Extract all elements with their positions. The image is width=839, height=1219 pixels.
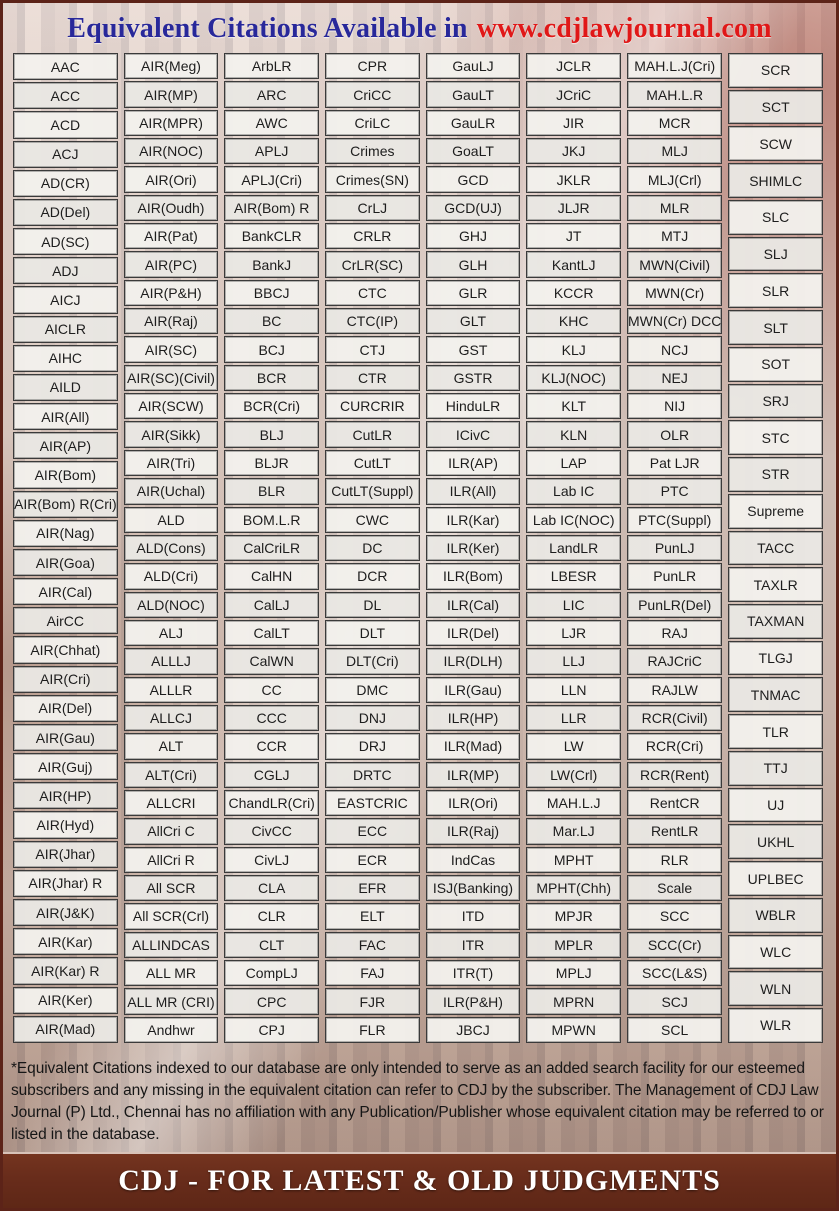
citation-cell: ADJ <box>13 257 118 284</box>
citation-cell: ILR(MP) <box>426 762 521 788</box>
citation-cell: TNMAC <box>728 677 823 712</box>
citation-cell: CrLR(SC) <box>325 251 420 277</box>
citation-cell: DL <box>325 592 420 618</box>
citation-cell: DRJ <box>325 733 420 759</box>
citation-cell: ACD <box>13 111 118 138</box>
citation-cell: NIJ <box>627 393 722 419</box>
citation-cell: ALD(Cons) <box>124 535 219 561</box>
citation-cell: AIR(Nag) <box>13 520 118 547</box>
citation-cell: BCJ <box>224 336 319 362</box>
citation-cell: LW(Crl) <box>526 762 621 788</box>
citation-cell: SOT <box>728 347 823 382</box>
citation-cell: ILR(Ker) <box>426 535 521 561</box>
citation-cell: MAH.L.J(Cri) <box>627 53 722 79</box>
citation-cell: ALLINDCAS <box>124 932 219 958</box>
citation-cell: CTJ <box>325 336 420 362</box>
citation-cell: GLT <box>426 308 521 334</box>
citation-cell: LW <box>526 733 621 759</box>
citation-cell: KLT <box>526 393 621 419</box>
citation-cell: BLJ <box>224 421 319 447</box>
citation-cell: ILR(HP) <box>426 705 521 731</box>
citation-cell: CalCriLR <box>224 535 319 561</box>
citation-cell: AIR(Jhar) <box>13 841 118 868</box>
citation-cell: AIR(Hyd) <box>13 811 118 838</box>
citation-column-1 <box>13 53 118 1043</box>
citation-cell: ALJ <box>124 620 219 646</box>
citation-cell: LAP <box>526 450 621 476</box>
citation-cell: MLR <box>627 195 722 221</box>
citation-cell: GLH <box>426 251 521 277</box>
citation-cell: MTJ <box>627 223 722 249</box>
citation-cell: JKJ <box>526 138 621 164</box>
citation-cell: BLJR <box>224 450 319 476</box>
citation-cell: AIR(Uchal) <box>124 478 219 504</box>
citation-cell: FJR <box>325 988 420 1014</box>
citation-cell: LLN <box>526 677 621 703</box>
citation-cell: SRJ <box>728 384 823 419</box>
citation-cell: CPR <box>325 53 420 79</box>
citation-cell: JT <box>526 223 621 249</box>
citation-cell: WLN <box>728 971 823 1006</box>
citation-cell: FAC <box>325 932 420 958</box>
citation-cell: CCC <box>224 705 319 731</box>
citation-cell: SCW <box>728 126 823 161</box>
citation-cell: AIR(HP) <box>13 782 118 809</box>
citation-cell: SCC(L&S) <box>627 960 722 986</box>
citation-cell: TACC <box>728 531 823 566</box>
citation-cell: AIR(Bom) R <box>224 195 319 221</box>
citation-cell: RentCR <box>627 790 722 816</box>
citation-column-3 <box>224 53 319 1043</box>
citation-cell: AllCri C <box>124 818 219 844</box>
citation-cell: STC <box>728 420 823 455</box>
citation-cell: MAH.L.J <box>526 790 621 816</box>
citation-cell: NCJ <box>627 336 722 362</box>
citation-cell: NEJ <box>627 365 722 391</box>
bottom-margin <box>0 1211 839 1219</box>
citation-cell: ACC <box>13 82 118 109</box>
title-text: Equivalent Citations Available in <box>67 12 468 44</box>
citation-cell: AIR(Ker) <box>13 987 118 1014</box>
citation-cell: ILR(Raj) <box>426 818 521 844</box>
citation-column-8 <box>728 53 823 1043</box>
citation-cell: SLT <box>728 310 823 345</box>
citation-cell: AIR(Cri) <box>13 666 118 693</box>
citation-cell: Pat LJR <box>627 450 722 476</box>
citation-cell: MLJ(Crl) <box>627 166 722 192</box>
page-title <box>3 3 836 50</box>
citation-cell: AllCri R <box>124 847 219 873</box>
citation-cell: ARC <box>224 81 319 107</box>
citation-cell: AIR(Pat) <box>124 223 219 249</box>
citation-cell: MPHT(Chh) <box>526 875 621 901</box>
citation-cell: CutLT <box>325 450 420 476</box>
citation-cell: CalLT <box>224 620 319 646</box>
citation-cell: CriLC <box>325 110 420 136</box>
citation-cell: CPJ <box>224 1017 319 1043</box>
citation-cell: Crimes(SN) <box>325 166 420 192</box>
citation-cell: ALD(Cri) <box>124 563 219 589</box>
citation-cell: AD(SC) <box>13 228 118 255</box>
citation-cell: BCR(Cri) <box>224 393 319 419</box>
citation-cell: CURCRIR <box>325 393 420 419</box>
citation-cell: ILR(Gau) <box>426 677 521 703</box>
citation-cell: CLA <box>224 875 319 901</box>
citation-cell: GCD(UJ) <box>426 195 521 221</box>
citation-cell: ITR(T) <box>426 960 521 986</box>
citation-cell: AIR(PC) <box>124 251 219 277</box>
citation-cell: CalLJ <box>224 592 319 618</box>
citation-cell: MPWN <box>526 1017 621 1043</box>
citation-cell: CGLJ <box>224 762 319 788</box>
citation-cell: CutLT(Suppl) <box>325 478 420 504</box>
citation-cell: AIR(Gau) <box>13 724 118 751</box>
citation-cell: ALLCRI <box>124 790 219 816</box>
citation-cell: SCL <box>627 1017 722 1043</box>
citation-cell: CRLR <box>325 223 420 249</box>
citation-cell: MPHT <box>526 847 621 873</box>
citation-cell: IndCas <box>426 847 521 873</box>
citation-cell: SCC(Cr) <box>627 932 722 958</box>
citation-cell: TAXLR <box>728 567 823 602</box>
citation-cell: SLJ <box>728 237 823 272</box>
citation-cell: TTJ <box>728 751 823 786</box>
citation-cell: CPC <box>224 988 319 1014</box>
citation-cell: UJ <box>728 788 823 823</box>
citation-column-7 <box>627 53 722 1043</box>
citation-cell: AIR(SCW) <box>124 393 219 419</box>
citation-cell: SCT <box>728 90 823 125</box>
citation-cell: AILD <box>13 374 118 401</box>
citation-cell: GauLT <box>426 81 521 107</box>
citation-cell: Lab IC <box>526 478 621 504</box>
citation-cell: AIR(Tri) <box>124 450 219 476</box>
citation-cell: ALD <box>124 507 219 533</box>
citation-cell: GCD <box>426 166 521 192</box>
citations-grid <box>3 50 836 1050</box>
citation-cell: AIR(Meg) <box>124 53 219 79</box>
citation-cell: MCR <box>627 110 722 136</box>
citation-cell: MPLJ <box>526 960 621 986</box>
citation-cell: RentLR <box>627 818 722 844</box>
citation-cell: KCCR <box>526 280 621 306</box>
citation-column-2 <box>124 53 219 1043</box>
citation-cell: EFR <box>325 875 420 901</box>
citation-cell: ArbLR <box>224 53 319 79</box>
citation-cell: FAJ <box>325 960 420 986</box>
citation-cell: AAC <box>13 53 118 80</box>
citation-cell: CompLJ <box>224 960 319 986</box>
citation-cell: GSTR <box>426 365 521 391</box>
citation-cell: WLC <box>728 935 823 970</box>
citation-cell: RLR <box>627 847 722 873</box>
citation-cell: ALD(NOC) <box>124 592 219 618</box>
citation-cell: CC <box>224 677 319 703</box>
citation-cell: MLJ <box>627 138 722 164</box>
citation-cell: LIC <box>526 592 621 618</box>
citation-cell: MPLR <box>526 932 621 958</box>
citation-cell: AIR(Jhar) R <box>13 870 118 897</box>
citation-cell: WBLR <box>728 898 823 933</box>
citation-cell: KHC <box>526 308 621 334</box>
citation-cell: FLR <box>325 1017 420 1043</box>
citation-cell: PTC <box>627 478 722 504</box>
citation-cell: SLR <box>728 273 823 308</box>
disclaimer-text: *Equivalent Citations indexed to our database are only intended to serve as an added search facility for our esteemed subscribers and any missing in the equivalent citation can refer to CDJ by the subscriber. The Management of CDJ Law Journal (P) Ltd., Chennai has no affiliation with any Publication/Publisher whose equivalent citation may be referred to or listed in the database. <box>11 1060 824 1143</box>
citation-cell: PunLJ <box>627 535 722 561</box>
citation-cell: ILR(DLH) <box>426 648 521 674</box>
citation-cell: Andhwr <box>124 1017 219 1043</box>
citation-cell: DLT <box>325 620 420 646</box>
citation-cell: AIR(SC) <box>124 336 219 362</box>
citation-cell: TLR <box>728 714 823 749</box>
citation-cell: ILR(Bom) <box>426 563 521 589</box>
citation-cell: DC <box>325 535 420 561</box>
citation-cell: AIR(Cal) <box>13 578 118 605</box>
citation-cell: GST <box>426 336 521 362</box>
citation-cell: ALLCJ <box>124 705 219 731</box>
citation-cell: AIR(J&K) <box>13 899 118 926</box>
citation-cell: SCR <box>728 53 823 88</box>
citation-cell: Scale <box>627 875 722 901</box>
citation-cell: LBESR <box>526 563 621 589</box>
citation-cell: ISJ(Banking) <box>426 875 521 901</box>
citation-cell: CTR <box>325 365 420 391</box>
citation-cell: AIR(Kar) R <box>13 957 118 984</box>
citation-cell: LLJ <box>526 648 621 674</box>
citation-cell: All SCR(Crl) <box>124 903 219 929</box>
site-url-link[interactable]: www.cdjlawjournal.com <box>476 12 772 44</box>
citation-cell: CalHN <box>224 563 319 589</box>
citation-cell: Mar.LJ <box>526 818 621 844</box>
citation-cell: AIR(Chhat) <box>13 636 118 663</box>
citation-cell: CLR <box>224 903 319 929</box>
citation-cell: RAJ <box>627 620 722 646</box>
citation-cell: AIR(Sikk) <box>124 421 219 447</box>
citation-cell: MWN(Civil) <box>627 251 722 277</box>
citation-cell: ILR(Kar) <box>426 507 521 533</box>
citation-cell: APLJ <box>224 138 319 164</box>
citation-cell: AICLR <box>13 316 118 343</box>
citation-cell: CivLJ <box>224 847 319 873</box>
cdj-banner <box>3 1152 836 1208</box>
citation-cell: AIR(NOC) <box>124 138 219 164</box>
citation-cell: ALL MR <box>124 960 219 986</box>
citation-cell: DMC <box>325 677 420 703</box>
citation-cell: Lab IC(NOC) <box>526 507 621 533</box>
citation-cell: CTC <box>325 280 420 306</box>
citation-cell: DCR <box>325 563 420 589</box>
citation-cell: MPJR <box>526 903 621 929</box>
citation-cell: GLR <box>426 280 521 306</box>
citation-cell: AIHC <box>13 345 118 372</box>
citation-cell: AIR(P&H) <box>124 280 219 306</box>
citation-cell: BOM.L.R <box>224 507 319 533</box>
citation-cell: MPRN <box>526 988 621 1014</box>
citation-cell: CTC(IP) <box>325 308 420 334</box>
citation-cell: SHIMLC <box>728 163 823 198</box>
citation-cell: ILR(Cal) <box>426 592 521 618</box>
citation-cell: RCR(Cri) <box>627 733 722 759</box>
citation-cell: PTC(Suppl) <box>627 507 722 533</box>
citation-cell: SCJ <box>627 988 722 1014</box>
citation-cell: ChandLR(Cri) <box>224 790 319 816</box>
citation-cell: ITD <box>426 903 521 929</box>
citation-cell: Supreme <box>728 494 823 529</box>
citation-cell: EASTCRIC <box>325 790 420 816</box>
citation-cell: CutLR <box>325 421 420 447</box>
citation-column-5 <box>426 53 521 1043</box>
citation-cell: MAH.L.R <box>627 81 722 107</box>
citation-cell: GoaLT <box>426 138 521 164</box>
citation-cell: GHJ <box>426 223 521 249</box>
citation-cell: ILR(P&H) <box>426 988 521 1014</box>
citation-cell: AIR(MP) <box>124 81 219 107</box>
citation-column-6 <box>526 53 621 1043</box>
citation-cell: CriCC <box>325 81 420 107</box>
citation-cell: DLT(Cri) <box>325 648 420 674</box>
citation-cell: ILR(Del) <box>426 620 521 646</box>
citation-cell: AIR(All) <box>13 403 118 430</box>
citation-cell: PunLR(Del) <box>627 592 722 618</box>
citation-cell: KantLJ <box>526 251 621 277</box>
citation-cell: CrLJ <box>325 195 420 221</box>
citation-cell: LandLR <box>526 535 621 561</box>
banner-text: CDJ - FOR LATEST & OLD JUDGMENTS <box>118 1164 721 1197</box>
citation-cell: AWC <box>224 110 319 136</box>
citation-cell: CCR <box>224 733 319 759</box>
citation-cell: CLT <box>224 932 319 958</box>
citation-cell: ILR(Mad) <box>426 733 521 759</box>
citation-cell: JLJR <box>526 195 621 221</box>
citation-cell: JBCJ <box>426 1017 521 1043</box>
citation-cell: JCriC <box>526 81 621 107</box>
citation-cell: TLGJ <box>728 641 823 676</box>
citation-cell: UPLBEC <box>728 861 823 896</box>
citation-cell: PunLR <box>627 563 722 589</box>
citation-cell: UKHL <box>728 824 823 859</box>
citation-cell: DRTC <box>325 762 420 788</box>
citation-cell: BLR <box>224 478 319 504</box>
citation-cell: ECR <box>325 847 420 873</box>
citation-cell: ECC <box>325 818 420 844</box>
citation-cell: ILR(All) <box>426 478 521 504</box>
citation-cell: RCR(Rent) <box>627 762 722 788</box>
citation-cell: BC <box>224 308 319 334</box>
citation-cell: ALT(Cri) <box>124 762 219 788</box>
citation-cell: AIR(Mad) <box>13 1016 118 1043</box>
citation-cell: AD(Del) <box>13 199 118 226</box>
citation-cell: ALL MR (CRI) <box>124 988 219 1014</box>
citation-cell: AirCC <box>13 607 118 634</box>
citation-cell: ICivC <box>426 421 521 447</box>
citation-cell: AIR(Kar) <box>13 928 118 955</box>
citation-cell: AIR(Goa) <box>13 549 118 576</box>
citation-cell: AD(CR) <box>13 170 118 197</box>
citation-cell: MWN(Cr) <box>627 280 722 306</box>
citation-cell: KLN <box>526 421 621 447</box>
citation-cell: BankJ <box>224 251 319 277</box>
citation-cell: JCLR <box>526 53 621 79</box>
citation-cell: GauLJ <box>426 53 521 79</box>
citation-cell: RAJLW <box>627 677 722 703</box>
citation-cell: LLR <box>526 705 621 731</box>
citation-cell: ACJ <box>13 141 118 168</box>
citation-cell: Crimes <box>325 138 420 164</box>
citation-cell: JIR <box>526 110 621 136</box>
citation-cell: LJR <box>526 620 621 646</box>
citation-cell: TAXMAN <box>728 604 823 639</box>
citation-cell: CivCC <box>224 818 319 844</box>
citation-cell: AIR(Del) <box>13 695 118 722</box>
citation-cell: SLC <box>728 200 823 235</box>
citation-cell: JKLR <box>526 166 621 192</box>
citation-cell: APLJ(Cri) <box>224 166 319 192</box>
citation-cell: AIR(Raj) <box>124 308 219 334</box>
citation-cell: KLJ <box>526 336 621 362</box>
citation-cell: BankCLR <box>224 223 319 249</box>
citation-cell: OLR <box>627 421 722 447</box>
citation-cell: AIR(SC)(Civil) <box>124 365 219 391</box>
citation-cell: RCR(Civil) <box>627 705 722 731</box>
citation-cell: ALT <box>124 733 219 759</box>
citation-cell: WLR <box>728 1008 823 1043</box>
citation-cell: DNJ <box>325 705 420 731</box>
citation-cell: ILR(AP) <box>426 450 521 476</box>
citation-cell: AIR(Bom) R(Cri) <box>13 491 118 518</box>
citation-cell: STR <box>728 457 823 492</box>
citation-cell: AICJ <box>13 286 118 313</box>
citation-cell: CalWN <box>224 648 319 674</box>
citation-cell: All SCR <box>124 875 219 901</box>
citation-column-4 <box>325 53 420 1043</box>
citation-cell: ITR <box>426 932 521 958</box>
citation-cell: RAJCriC <box>627 648 722 674</box>
citation-cell: CWC <box>325 507 420 533</box>
citation-cell: BCR <box>224 365 319 391</box>
citation-cell: HinduLR <box>426 393 521 419</box>
citation-cell: AIR(AP) <box>13 432 118 459</box>
citation-cell: AIR(MPR) <box>124 110 219 136</box>
citation-cell: SCC <box>627 903 722 929</box>
citation-cell: KLJ(NOC) <box>526 365 621 391</box>
citation-cell: ALLLJ <box>124 648 219 674</box>
citation-cell: GauLR <box>426 110 521 136</box>
citation-cell: MWN(Cr) DCC <box>627 308 722 334</box>
citation-cell: ILR(Ori) <box>426 790 521 816</box>
citation-cell: BBCJ <box>224 280 319 306</box>
citation-cell: AIR(Bom) <box>13 461 118 488</box>
citation-cell: AIR(Guj) <box>13 753 118 780</box>
citation-cell: AIR(Ori) <box>124 166 219 192</box>
citation-cell: ELT <box>325 903 420 929</box>
citation-cell: ALLLR <box>124 677 219 703</box>
citation-cell: AIR(Oudh) <box>124 195 219 221</box>
